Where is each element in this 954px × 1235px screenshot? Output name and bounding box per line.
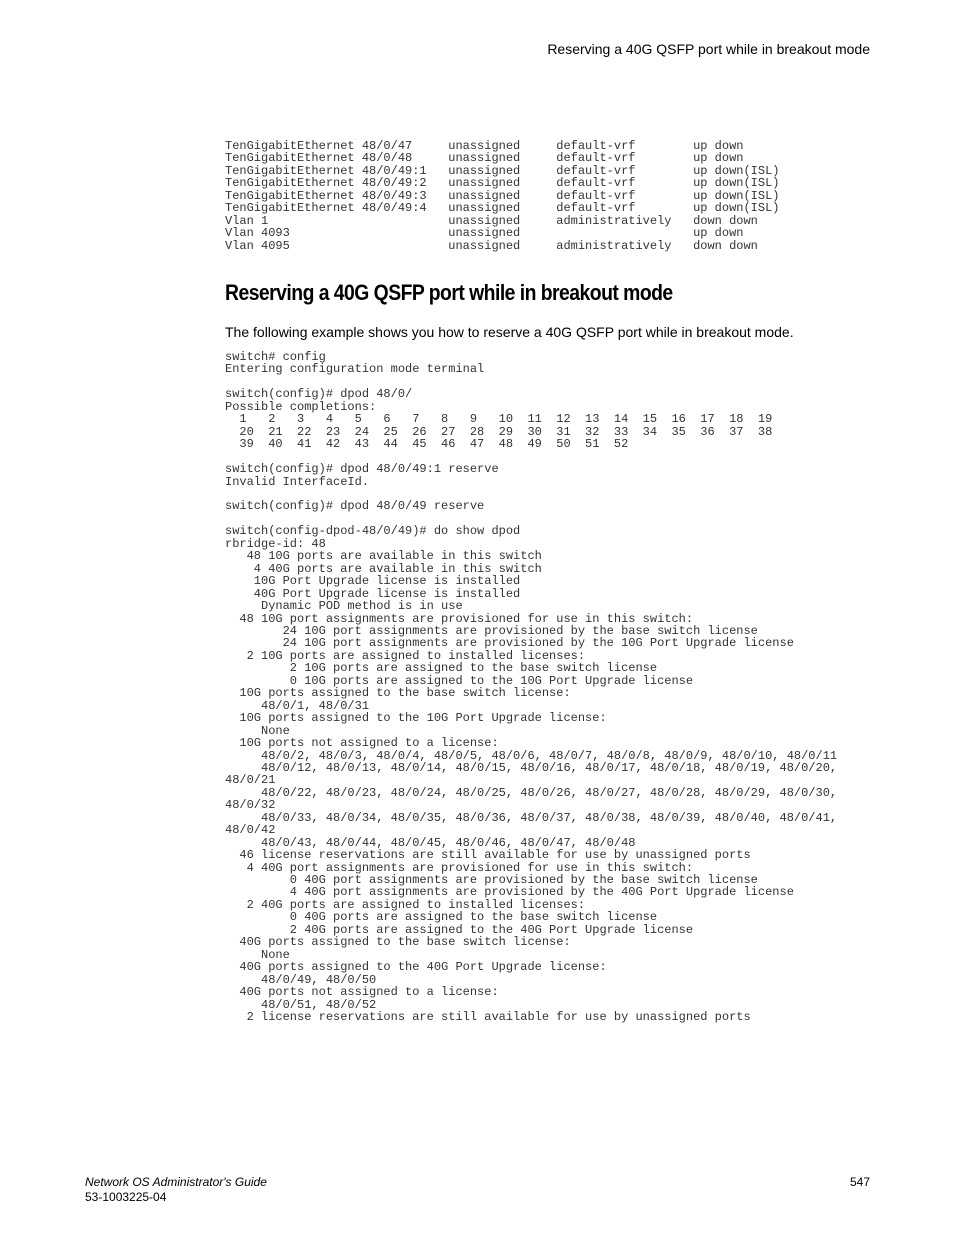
running-header: Reserving a 40G QSFP port while in breakout mode <box>547 41 870 57</box>
footer-page-number: 547 <box>849 1175 870 1189</box>
dpod-example-code-block: switch# config Entering configuration mode terminal switch(config)# dpod 48/0/ Possible completions: 1 2 3 4 5 6 7 8 9 10 11 12 13 14 15 16 17 18 19 20 21 22 23 24 25 26 27 28 29 30 31 32 33 34 35 36 37 38 39 40 41 42 43 44 45 46 47 48 49 50 51 52 switch(config)# dpod 48/0/49:1 reserve Invalid InterfaceId. switch(config)# dpod 48/0/49 reserve switch(config-dpod-48/0/49)# do show dpod rbridge-id: 48 48 10G ports are available in this switch 4 40G ports are available in this switch 10G Port Upgrade license is installed 40G Port Upgrade license is installed Dynamic POD method is in use 48 10G port assignments are provisioned for use in this switch: 24 10G port assignments are provisioned by the base switch license 24 10G port assignments are provisioned by the 10G Port Upgrade license 2 10G ports are assigned to installed licenses: 2 10G ports are assigned to the base switch license 0 10G ports are assigned to the 10G Port Upgrade license 10G ports assigned to the base switch license: 48/0/1, 48/0/31 10G ports assigned to the 10G Port Upgrade license: None 10G ports not assigned to a license: 48/0/2, 48/0/3, 48/0/4, 48/0/5, 48/0/6, 48/0/7, 48/0/8, 48/0/9, 48/0/10, 48/0/11 48/0/12, 48/0/13, 48/0/14, 48/0/15, 48/0/16, 48/0/17, 48/0/18, 48/0/19, 48/0/20, 48/0/21 48/0/22, 48/0/23, 48/0/24, 48/0/25, 48/0/26, 48/0/27, 48/0/28, 48/0/29, 48/0/30, 48/0/32 48/0/33, 48/0/34, 48/0/35, 48/0/36, 48/0/37, 48/0/38, 48/0/39, 48/0/40, 48/0/41, 48/0/42 48/0/43, 48/0/44, 48/0/45, 48/0/46, 48/0/47, 48/0/48 46 license reservations are still available for use by unassigned ports 4 40G port assignments are provisioned for use in this switch: 0 40G port assignments are provisioned by the base switch license 4 40G port assignments are provisioned by the 40G Port Upgrade license 2 40G ports are assigned to installed licenses: 0 40G ports are assigned to the base switch license 2 40G ports are assigned to the 40G Port Upgrade license 40G ports assigned to the base switch license: None 40G ports assigned to the 40G Port Upgrade license: 48/0/49, 48/0/50 40G ports not assigned to a license: 48/0/51, 48/0/52 2 license reservations are still available for use by unassigned ports <box>225 350 838 1025</box>
section-title: Reserving a 40G QSFP port while in breakout mode <box>225 280 673 305</box>
interface-output-code-block: TenGigabitEthernet 48/0/47 unassigned default-vrf up down TenGigabitEthernet 48/0/48 unassigned default-vrf up down TenGigabitEthernet 48/0/49:1 unassigned default-vrf up down(ISL) TenGigabitEthernet 48/0/49:2 unassigned default-vrf up down(ISL) TenGigabitEthernet 48/0/49:3 unassigned default-vrf up down(ISL) TenGigabitEthernet 48/0/49:4 unassigned default-vrf up down(ISL) Vlan 1 unassigned administratively down down Vlan 4093 unassigned up down Vlan 4095 unassigned administratively down down <box>225 139 780 253</box>
footer-left <box>85 1175 267 1205</box>
footer-doc-number: 53-1003225-04 <box>85 1190 167 1204</box>
section-intro: The following example shows you how to reserve a 40G QSFP port while in breakout mode. <box>225 324 794 340</box>
footer-guide-title: Network OS Administrator's Guide <box>85 1175 267 1189</box>
